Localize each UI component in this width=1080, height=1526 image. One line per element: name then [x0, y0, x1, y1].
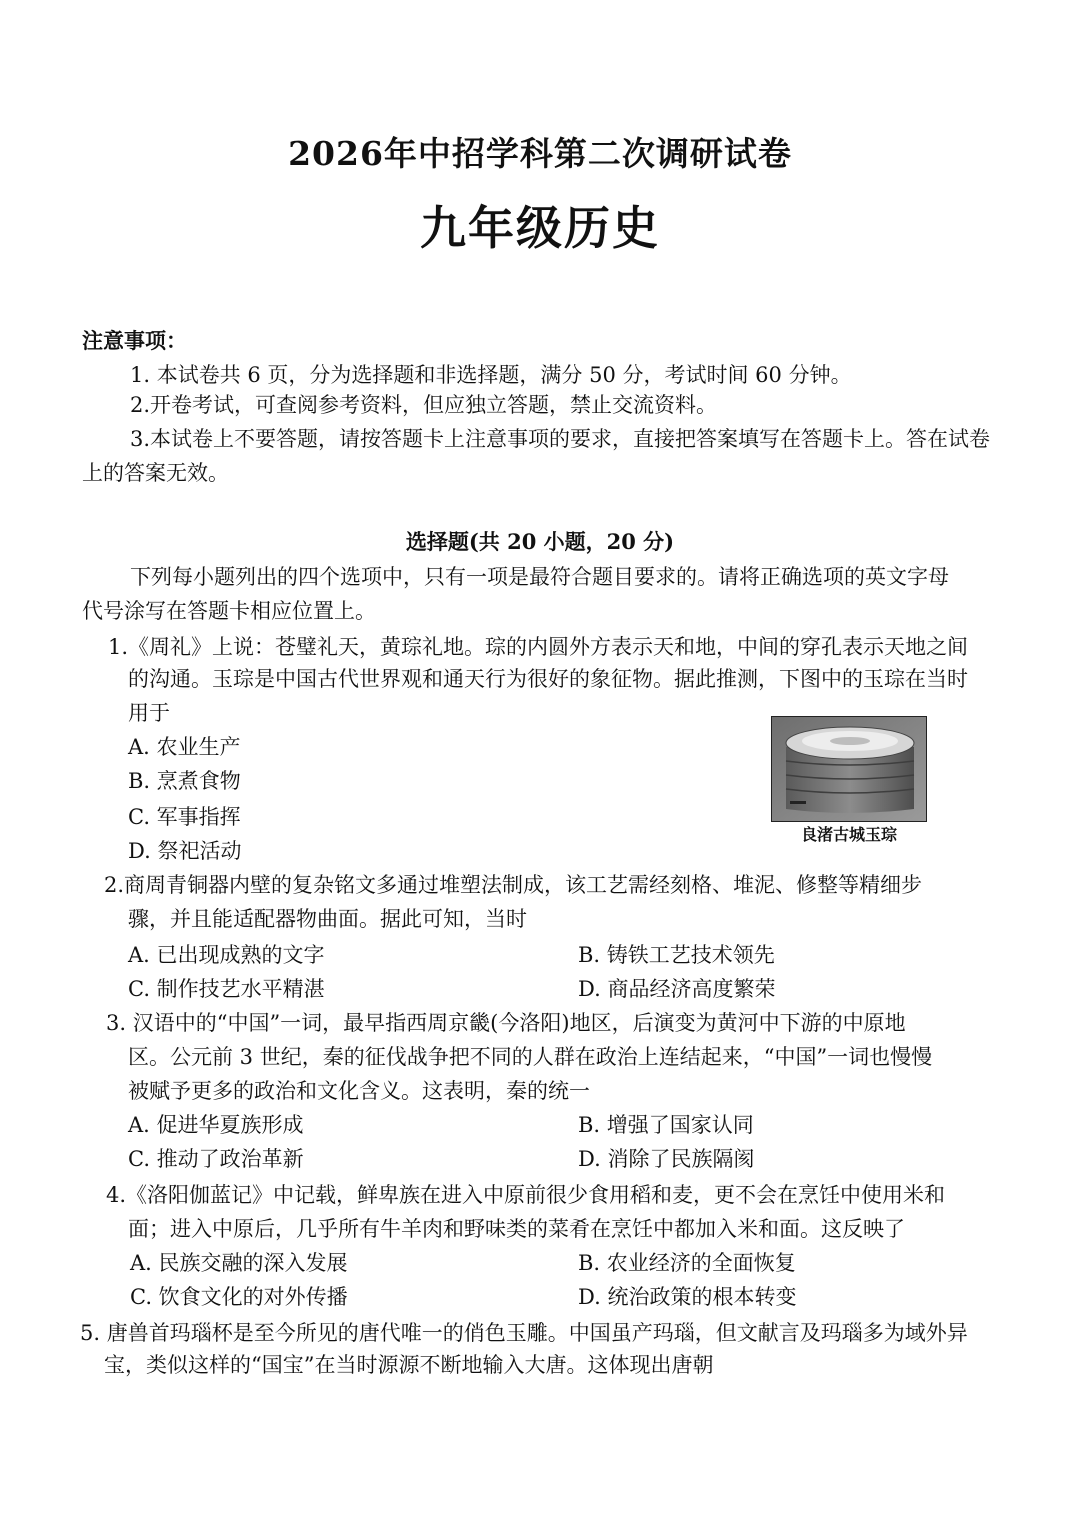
- question-4-option-d: D. 统治政策的根本转变: [578, 1285, 797, 1309]
- figure-caption: 良渚古城玉琮: [800, 825, 897, 844]
- question-1-option-c: C. 军事指挥: [128, 805, 241, 829]
- question-3-option-d: D. 消除了民族隔阂: [578, 1147, 755, 1171]
- question-3-line-2: 区。公元前 3 世纪，秦的征伐战争把不同的人群在政治上连结起来，“中国”一词也慢慢: [128, 1045, 933, 1069]
- question-2-option-c: C. 制作技艺水平精湛: [128, 977, 325, 1001]
- question-3-option-c: C. 推动了政治革新: [128, 1147, 304, 1171]
- exam-title: 2026年中招学科第二次调研试卷: [288, 134, 792, 173]
- notice-heading: 注意事项：: [82, 328, 187, 353]
- question-3-line-3: 被赋予更多的政治和文化含义。这表明，秦的统一: [128, 1079, 590, 1103]
- question-4-option-a: A. 民族交融的深入发展: [130, 1251, 348, 1275]
- question-5-line-2: 宝，类似这样的“国宝”在当时源源不断地输入大唐。这体现出唐朝: [104, 1353, 714, 1377]
- question-4-line-2: 面；进入中原后，几乎所有牛羊肉和野味类的菜肴在烹饪中都加入米和面。这反映了: [128, 1217, 905, 1241]
- question-1-line-2: 的沟通。玉琮是中国古代世界观和通天行为很好的象征物。据此推测，下图中的玉琮在当时: [128, 667, 968, 691]
- question-4-option-b: B. 农业经济的全面恢复: [578, 1251, 796, 1275]
- jade-cong-illustration: [772, 717, 926, 821]
- question-2-option-a: A. 已出现成熟的文字: [128, 943, 325, 967]
- notice-item-3-line-2: 上的答案无效。: [82, 461, 229, 485]
- question-1-line-1: 1.《周礼》上说：苍璧礼天，黄琮礼地。琮的内圆外方表示天和地，中间的穿孔表示天地之间: [108, 635, 969, 659]
- question-2-line-2: 骤，并且能适配器物曲面。据此可知，当时: [128, 907, 527, 931]
- question-4-line-1: 4.《洛阳伽蓝记》中记载，鲜卑族在进入中原前很少食用稻和麦，更不会在烹饪中使用米和: [106, 1183, 946, 1207]
- question-2-line-1: 2.商周青铜器内壁的复杂铭文多通过堆塑法制成，该工艺需经刻格、堆泥、修整等精细步: [104, 873, 923, 897]
- question-1-line-3: 用于: [128, 701, 170, 725]
- exam-subject-title: 九年级历史: [420, 201, 660, 255]
- question-1-option-a: A. 农业生产: [128, 735, 241, 759]
- question-5-line-1: 5. 唐兽首玛瑙杯是至今所见的唐代唯一的俏色玉雕。中国虽产玛瑙，但文献言及玛瑙多为域外异: [80, 1321, 968, 1345]
- notice-item-1: 1. 本试卷共 6 页，分为选择题和非选择题，满分 50 分，考试时间 60 分钟。: [130, 363, 852, 387]
- question-2-option-d: D. 商品经济高度繁荣: [578, 977, 776, 1001]
- question-3-option-b: B. 增强了国家认同: [578, 1113, 754, 1137]
- question-3-line-1: 3. 汉语中的“中国”一词，最早指西周京畿(今洛阳)地区，后演变为黄河中下游的中原地: [106, 1011, 906, 1035]
- section-title: 选择题(共 20 小题，20 分): [405, 529, 675, 554]
- section-instruction-line-1: 下列每小题列出的四个选项中，只有一项是最符合题目要求的。请将正确选项的英文字母: [130, 565, 949, 589]
- jade-cong-image: [771, 716, 927, 822]
- notice-item-3-line-1: 3.本试卷上不要答题，请按答题卡上注意事项的要求，直接把答案填写在答题卡上。答在试卷: [130, 427, 991, 451]
- question-4-option-c: C. 饮食文化的对外传播: [130, 1285, 348, 1309]
- question-1-option-d: D. 祭祀活动: [128, 839, 242, 863]
- notice-item-2: 2.开卷考试，可查阅参考资料，但应独立答题，禁止交流资料。: [130, 393, 718, 417]
- question-2-option-b: B. 铸铁工艺技术领先: [578, 943, 775, 967]
- question-1-option-b: B. 烹煮食物: [128, 769, 241, 793]
- question-3-option-a: A. 促进华夏族形成: [128, 1113, 304, 1137]
- section-instruction-line-2: 代号涂写在答题卡相应位置上。: [82, 599, 376, 623]
